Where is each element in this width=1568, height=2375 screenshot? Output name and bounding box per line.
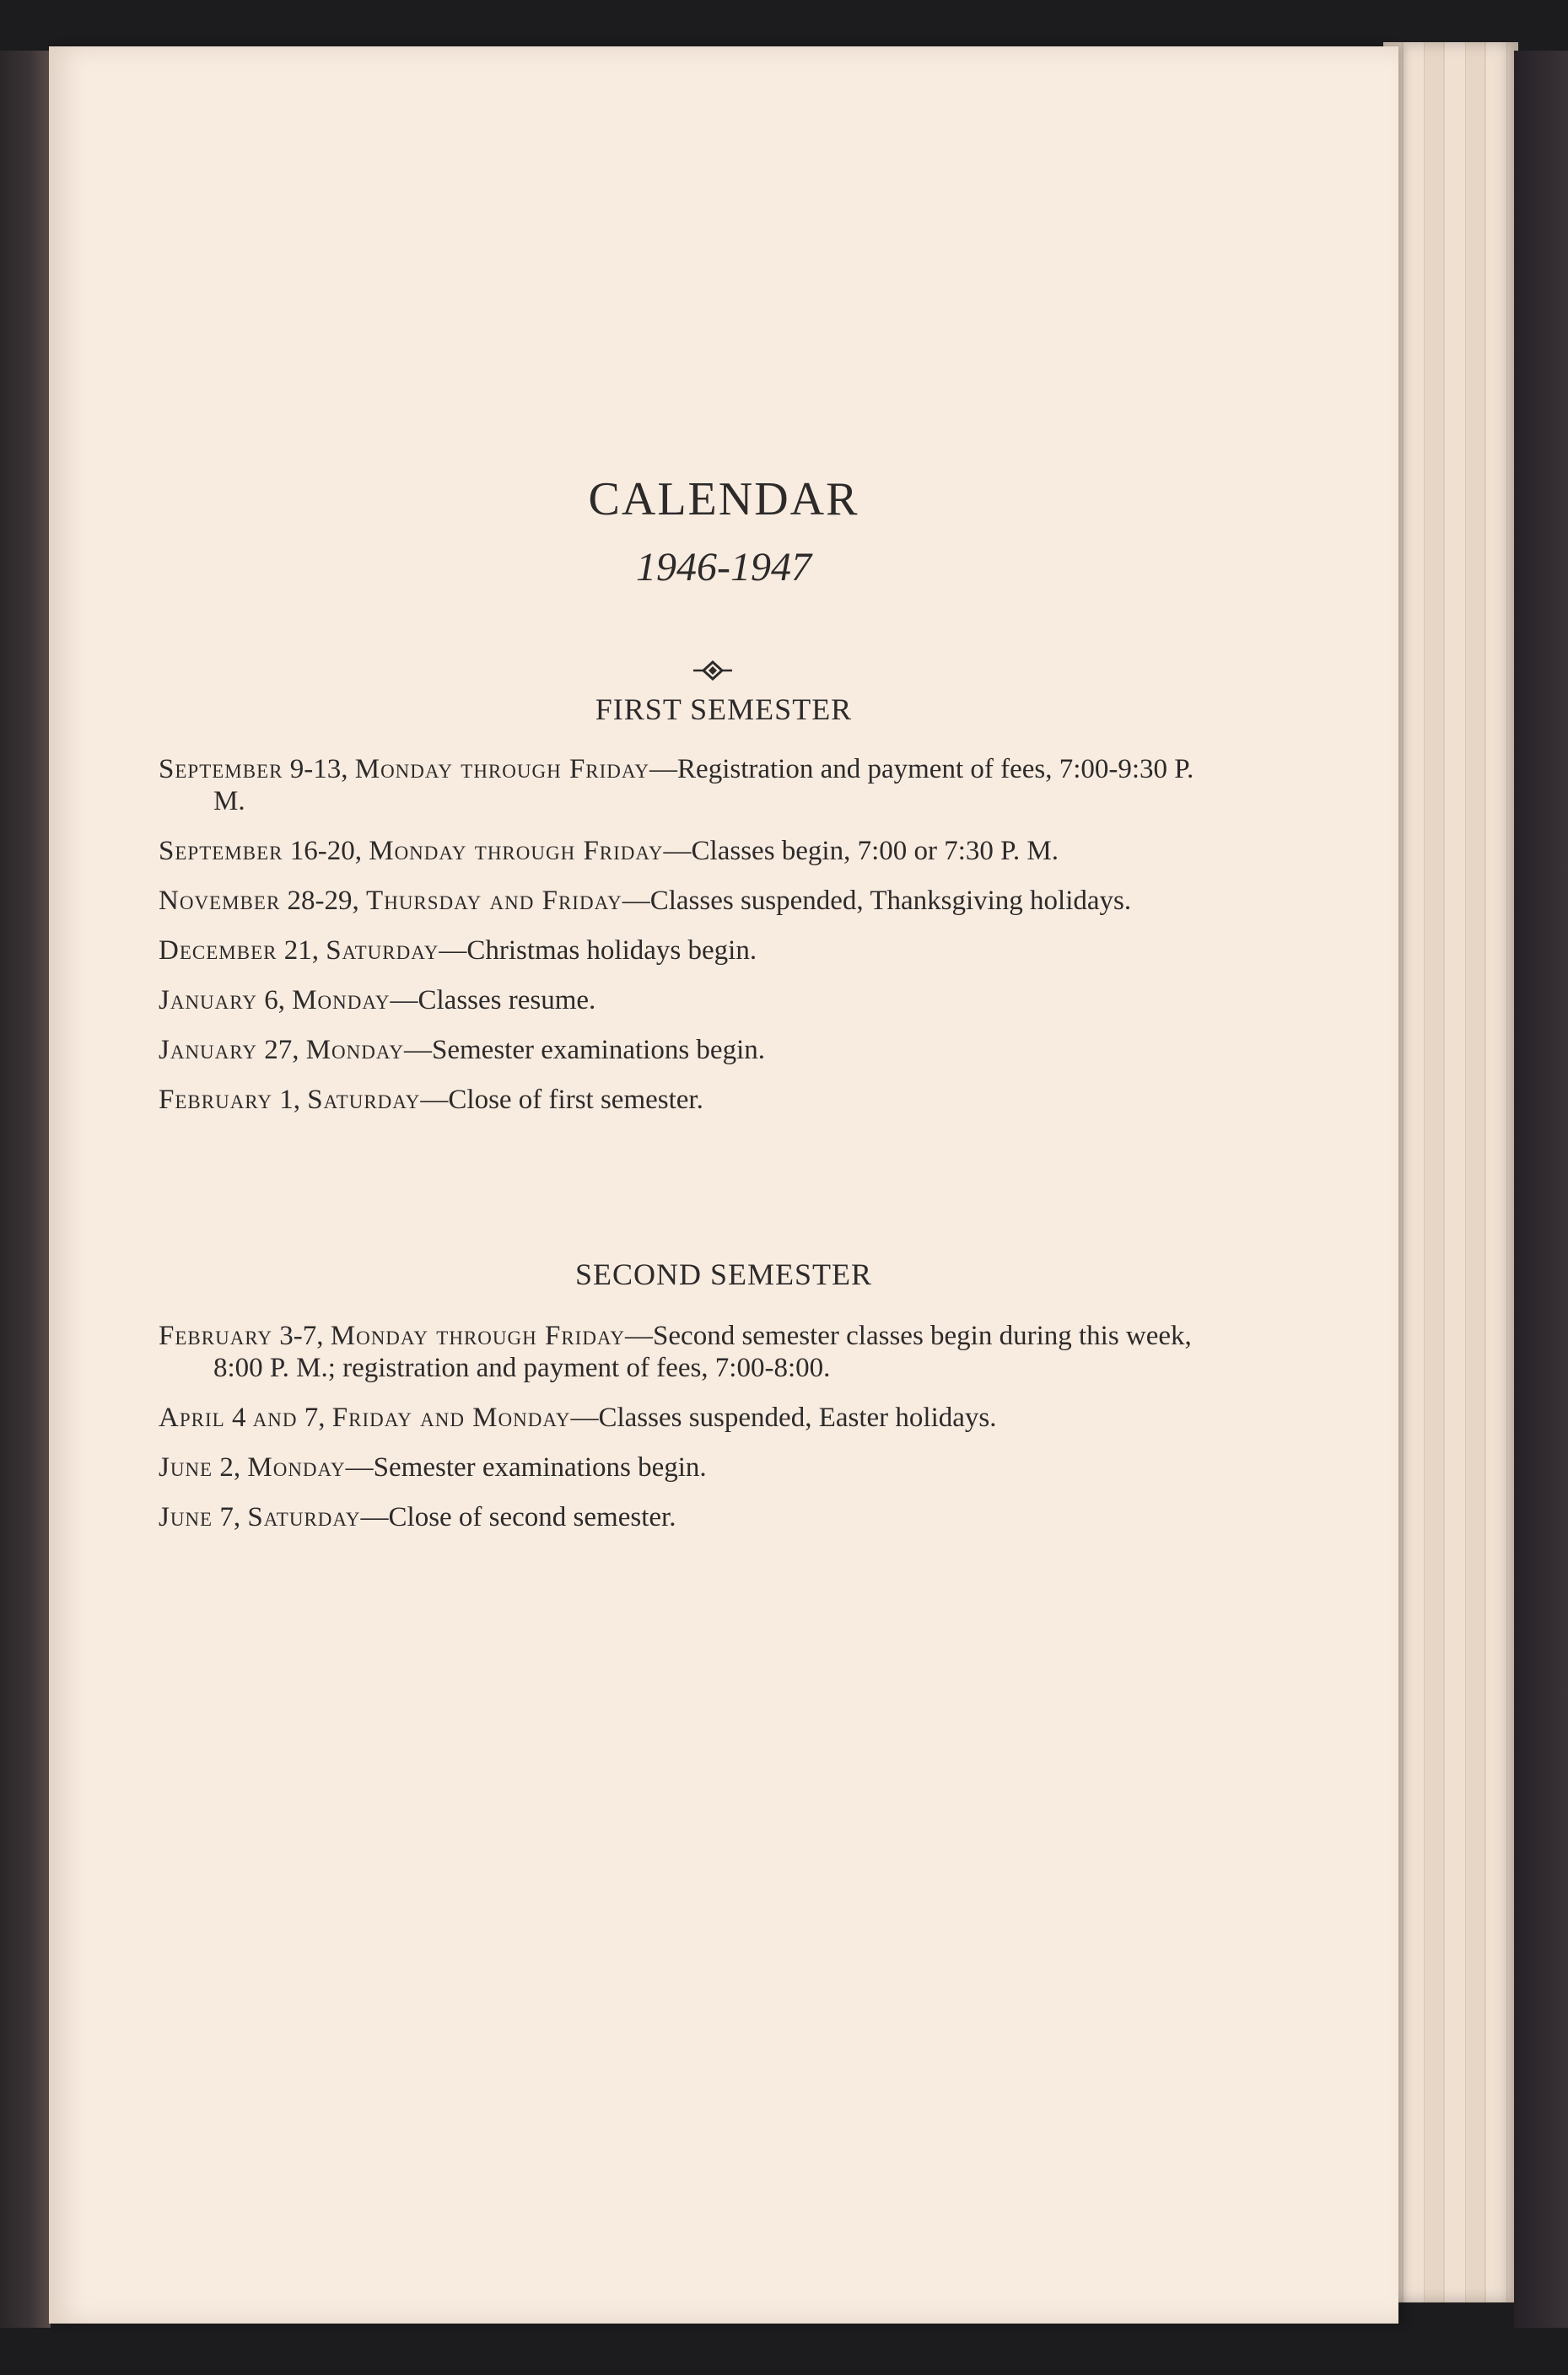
- calendar-entry: [159, 1034, 1213, 1066]
- entry-month: February: [159, 1085, 272, 1115]
- entry-weekday: Monday: [247, 1452, 346, 1483]
- entry-days-2: 7,: [297, 1403, 332, 1433]
- book-page: [49, 46, 1398, 2324]
- entry-month: June: [159, 1502, 213, 1532]
- entry-month: September: [159, 836, 283, 866]
- entry-description: —Close of second semester.: [360, 1502, 676, 1532]
- entry-weekday: Saturday: [307, 1085, 421, 1115]
- second-semester-heading: SECOND SEMESTER: [574, 1258, 873, 1291]
- entry-month: February: [159, 1321, 272, 1351]
- entry-description: —Semester examinations begin.: [404, 1035, 765, 1065]
- entry-description: —Christmas holidays begin.: [439, 935, 757, 966]
- entry-description: —Classes begin, 7:00 or 7:30 P. M.: [663, 836, 1059, 866]
- diamond-ornament-icon: [692, 660, 734, 681]
- first-semester-heading: FIRST SEMESTER: [595, 692, 853, 726]
- entry-month: December: [159, 935, 277, 966]
- entry-month: April: [159, 1403, 225, 1433]
- page-years: 1946-1947: [636, 545, 811, 590]
- entry-days: 3-7,: [272, 1321, 331, 1351]
- entry-days: 4: [224, 1403, 253, 1433]
- entry-weekday: Monday: [305, 1035, 404, 1065]
- entry-description: —Classes suspended, Thanksgiving holidays.: [622, 886, 1132, 916]
- book-cover-left: [0, 51, 51, 2328]
- entry-description: —Second semester classes begin during this week, 8:00 P. M.; registration and payment of fees, 7:00-8:00.: [213, 1321, 1192, 1383]
- entry-month: June: [159, 1452, 213, 1483]
- entry-days: 21,: [277, 935, 326, 966]
- entry-days: 28-29,: [280, 886, 367, 916]
- entry-description: —Classes resume.: [390, 985, 596, 1015]
- entry-weekday: Monday through Friday: [330, 1321, 626, 1351]
- entry-month: November: [159, 886, 281, 916]
- entry-weekday: Monday through Friday: [354, 754, 650, 784]
- entry-weekday: Saturday: [326, 935, 439, 966]
- page-edges: [1383, 42, 1518, 2302]
- entry-month: January: [159, 985, 257, 1015]
- entry-description: —Semester examinations begin.: [345, 1452, 707, 1483]
- entry-weekday: Monday: [292, 985, 391, 1015]
- calendar-entry: [159, 753, 1213, 817]
- calendar-entry: [159, 934, 1213, 967]
- calendar-entry: [159, 885, 1213, 917]
- page-title: CALENDAR: [588, 473, 859, 525]
- calendar-entry: [159, 1501, 1213, 1533]
- entry-weekday: Thursday and Friday: [366, 886, 622, 916]
- calendar-entry: [159, 984, 1213, 1016]
- entry-month: September: [159, 754, 283, 784]
- entry-description: —Classes suspended, Easter holidays.: [570, 1403, 997, 1433]
- entry-weekday: Saturday: [247, 1502, 361, 1532]
- entry-days: 1,: [272, 1085, 308, 1115]
- first-semester-list: [159, 753, 1213, 1134]
- calendar-entry: [159, 835, 1213, 867]
- entry-days: 27,: [256, 1035, 306, 1065]
- entry-days: 2,: [213, 1452, 248, 1483]
- entry-days: 16-20,: [283, 836, 369, 866]
- calendar-entry: [159, 1402, 1213, 1434]
- calendar-entry: [159, 1320, 1213, 1384]
- calendar-entry: [159, 1084, 1213, 1116]
- entry-description: —Close of first semester.: [420, 1085, 703, 1115]
- entry-days: 7,: [213, 1502, 248, 1532]
- entry-weekday: and: [252, 1403, 298, 1433]
- book-cover-right: [1514, 51, 1568, 2328]
- entry-weekday: Friday and Monday: [331, 1403, 571, 1433]
- second-semester-list: [159, 1320, 1213, 1551]
- calendar-entry: [159, 1451, 1213, 1484]
- entry-description: —Registration and payment of fees, 7:00-9:30 P. M.: [213, 754, 1194, 816]
- entry-month: January: [159, 1035, 257, 1065]
- entry-days: 9-13,: [283, 754, 355, 784]
- entry-days: 6,: [256, 985, 293, 1015]
- entry-weekday: Monday through Friday: [369, 836, 664, 866]
